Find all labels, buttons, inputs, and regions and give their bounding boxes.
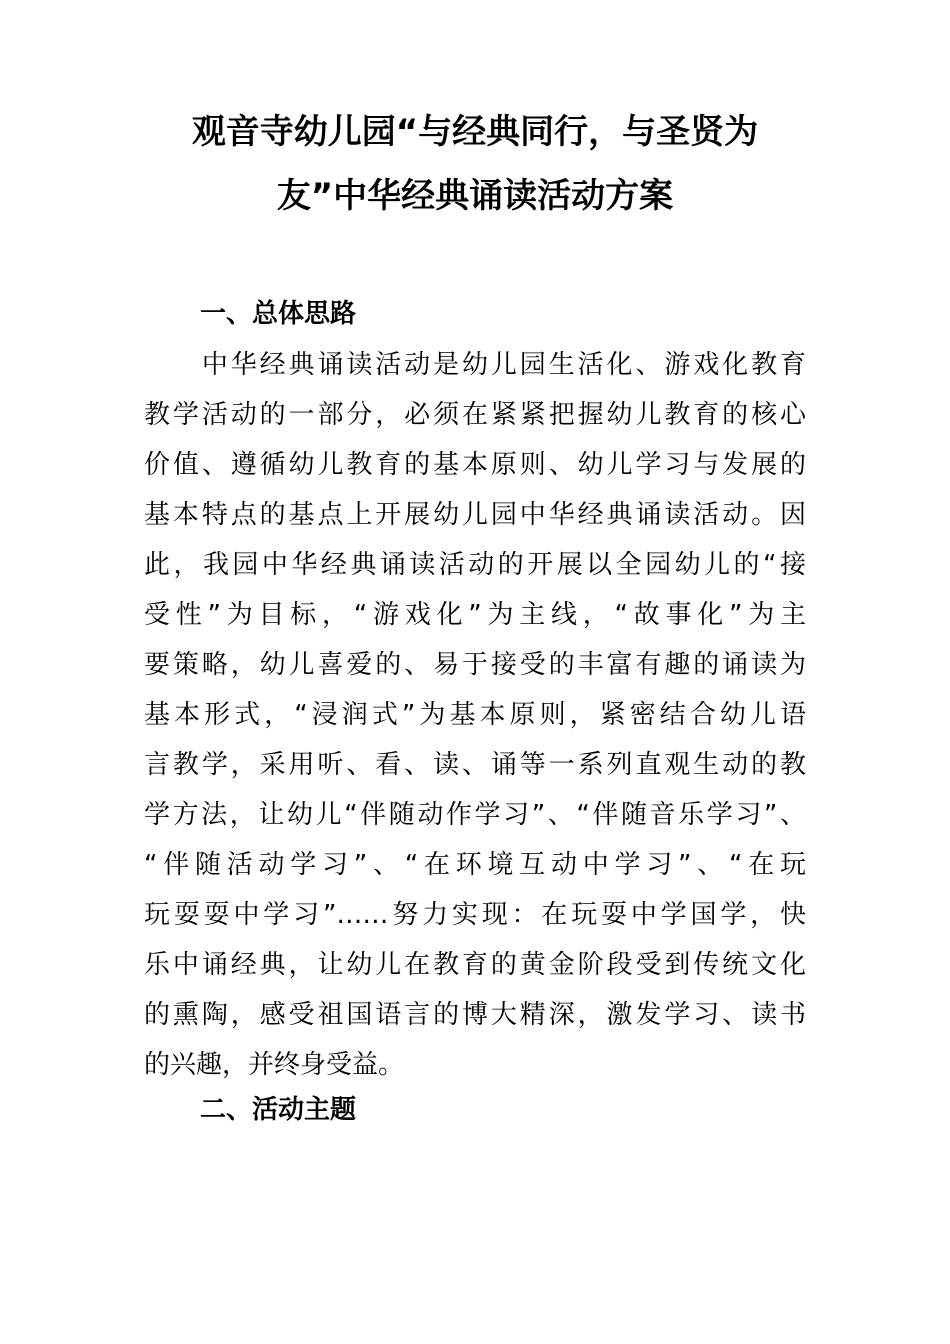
paragraph-line: 乐中诵经典，让幼儿在教育的黄金阶段受到传统文化 <box>144 950 806 980</box>
paragraph-line: 中华经典诵读活动是幼儿园生活化、游戏化教育 <box>144 350 806 380</box>
title-line: 观音寺幼儿园“与经典同行，与圣贤为 <box>191 112 759 152</box>
paragraph-line: “伴随活动学习”、“在环境互动中学习”、“在玩 <box>144 850 806 880</box>
paragraph-line: 的兴趣，并终身受益。 <box>144 1050 405 1080</box>
paragraph-line: 教学活动的一部分，必须在紧紧把握幼儿教育的核心 <box>144 400 806 430</box>
paragraph-line: 玩耍耍中学习”……努力实现：在玩耍中学国学，快 <box>144 900 806 930</box>
paragraph-line: 要策略，幼儿喜爱的、易于接受的丰富有趣的诵读为 <box>144 650 806 680</box>
title-line: 友”中华经典诵读活动方案 <box>276 176 674 216</box>
paragraph-line: 的熏陶，感受祖国语言的博大精深，激发学习、读书 <box>144 1000 806 1030</box>
section-heading-overall-idea: 一、总体思路 <box>200 299 357 329</box>
paragraph-line: 基本特点的基点上开展幼儿园中华经典诵读活动。因 <box>144 500 806 530</box>
section-paragraph-overall-idea <box>144 340 806 1090</box>
document-title <box>140 100 810 228</box>
paragraph-line: 受性”为目标，“游戏化”为主线，“故事化”为主 <box>144 600 806 630</box>
paragraph-line: 此，我园中华经典诵读活动的开展以全园幼儿的“接 <box>144 550 806 580</box>
paragraph-line: 言教学，采用听、看、读、诵等一系列直观生动的教 <box>144 750 806 780</box>
section-heading-activity-theme: 二、活动主题 <box>200 1095 357 1125</box>
paragraph-line: 基本形式，“浸润式”为基本原则，紧密结合幼儿语 <box>144 700 806 730</box>
paragraph-line: 价值、遵循幼儿教育的基本原则、幼儿学习与发展的 <box>144 450 806 480</box>
paragraph-line: 学方法，让幼儿“伴随动作学习”、“伴随音乐学习”、 <box>144 800 806 830</box>
